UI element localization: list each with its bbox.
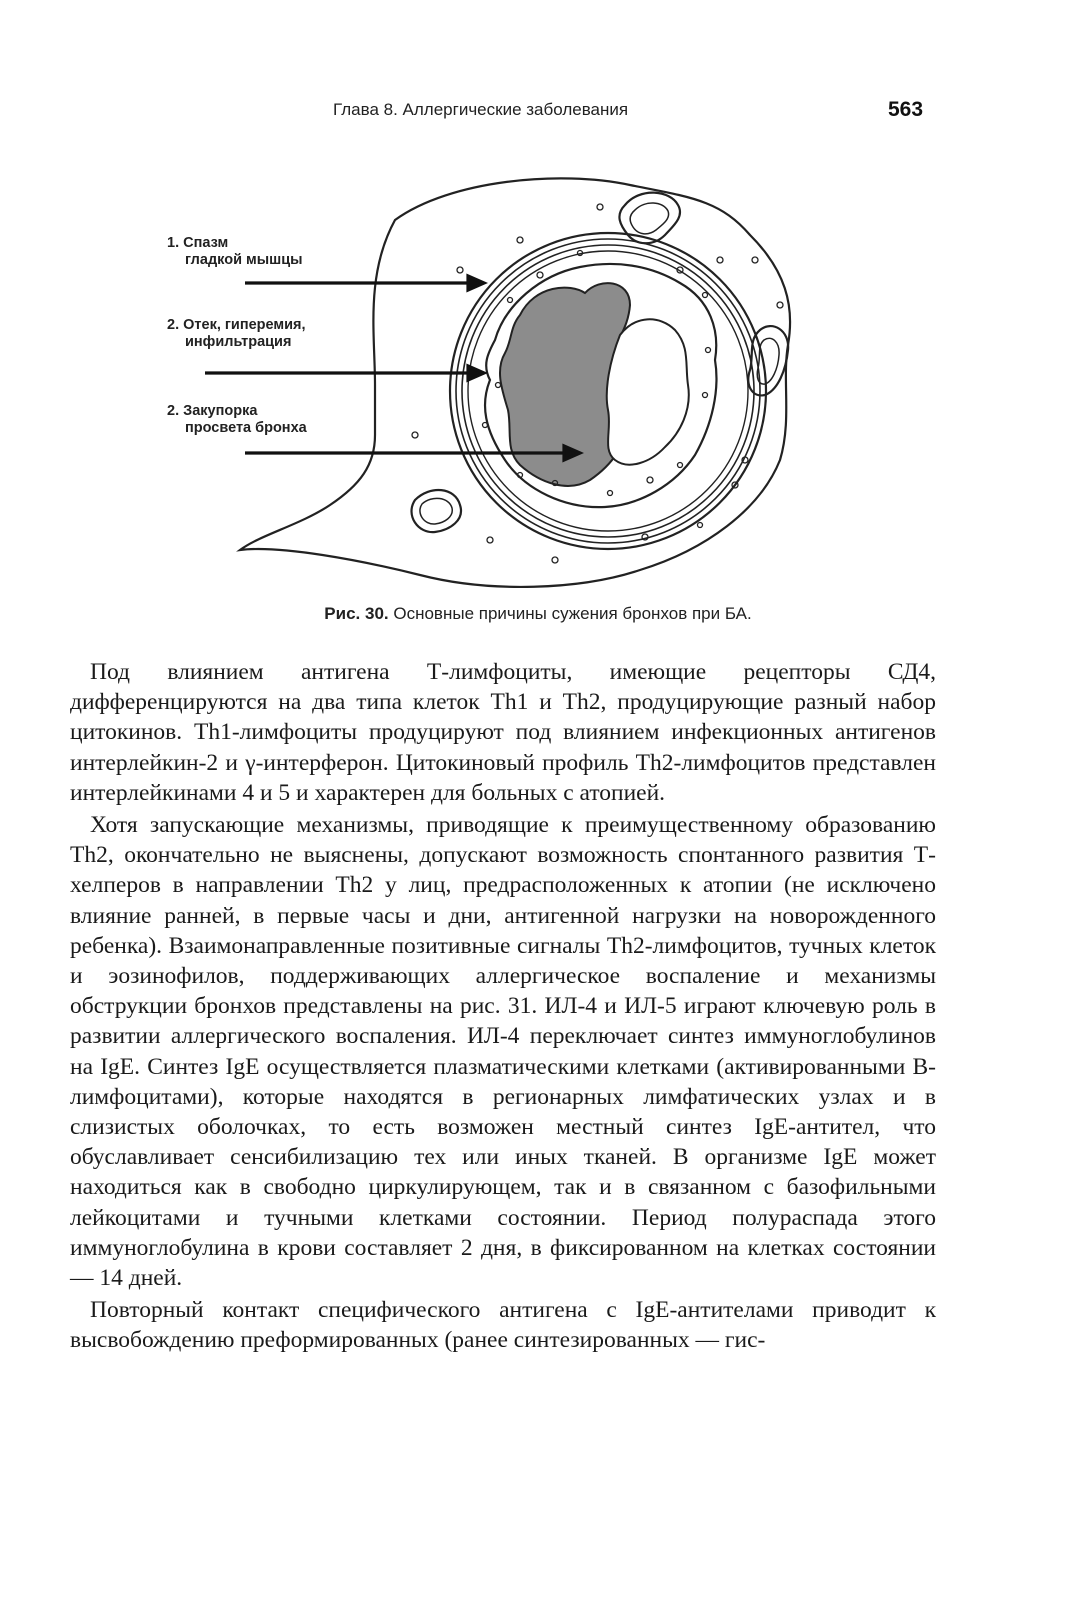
figure-caption: [0, 604, 1076, 624]
figure-label-1-line2: гладкой мышцы: [185, 252, 303, 268]
figure-label-1-line1: 1. Спазм: [167, 235, 229, 251]
paragraph-1: Под влиянием антигена Т-лимфоциты, имеющие рецепторы СД4, дифференцируются на два типа клеток Th1 и Th2, продуцирующие разный набор цитокинов. Th1-лимфоциты продуцируют под влиянием инфекционных антигенов интерлейкин-2 и γ-интерферон. Цитокиновый профиль Th2-лимфоцитов представлен интерлейкинами 4 и 5 и характерен для больных с атопией.: [70, 659, 936, 806]
figure-caption-text: Основные причины сужения бронхов при БА.: [393, 604, 752, 623]
bronchus-cross-section-illustration: [160, 165, 820, 605]
figure-label-3: [167, 403, 307, 437]
figure-caption-number: Рис. 30.: [324, 604, 389, 623]
chapter-title: Глава 8. Аллергические заболевания: [333, 100, 629, 119]
gland-bottom-left-inner: [420, 498, 452, 524]
figure-label-2: [167, 317, 306, 351]
figure-label-2-line2: инфильтрация: [185, 334, 292, 350]
page-number: 563: [888, 98, 924, 121]
figure-label-2-line1: 2. Отек, гиперемия,: [167, 317, 306, 333]
body-text: [70, 657, 936, 1358]
bronchus-figure: [160, 165, 820, 605]
figure-label-3-line1: 2. Закупорка: [167, 403, 258, 419]
paragraph-2: Хотя запускающие механизмы, приводящие к преимущественному образованию Th2, окончательно не выяснены, допускают возможность спонтанного развития Т-хелперов в направлении Th2 у лиц, предрасположенных к атопии (не исключено влияние ранней, в первые часы и дни, антигенной нагрузки на новорожденного ребенка). Взаимонаправленные позитивные сигналы Th2-лимфоцитов, тучных клеток и эозинофилов, поддерживающих аллергическое воспаление и механизмы обструкции бронхов представлены на рис. 31. ИЛ-4 и ИЛ-5 играют ключевую роль в развитии аллергического воспаления. ИЛ-4 переключает синтез иммуноглобулинов на IgE. Синтез IgE осуществляется плазматическими клетками (активированными В-лимфоцитами), которые находятся в регионарных лимфатических узлах и в слизистых оболочках, то есть возможен местный синтез IgE-антител, что обуславливает сенсибилизацию тех или иных тканей. В организме IgE может находиться как в свободно циркулирующем, так и в связанном с базофильными лейкоцитами и тучными клетками состоянии. Период полураспада этого иммуноглобулина в крови составляет 2 дня, в фиксированном на клетках состоянии — 14 дней.: [70, 812, 936, 1292]
gland-top-right-inner: [630, 203, 668, 234]
gland-top-right: [619, 193, 680, 244]
airway-lumen: [607, 319, 689, 464]
figure-label-3-line2: просвета бронха: [185, 420, 307, 436]
figure-label-1: [167, 235, 303, 269]
running-header: [0, 98, 1076, 128]
paragraph-3: Повторный контакт специфического антигена с IgE-антителами приводит к высвобождению преформированных (ранее синтезированных — гис-: [70, 1297, 936, 1354]
gland-bottom-left: [412, 490, 461, 532]
gland-right-inner: [757, 338, 779, 384]
